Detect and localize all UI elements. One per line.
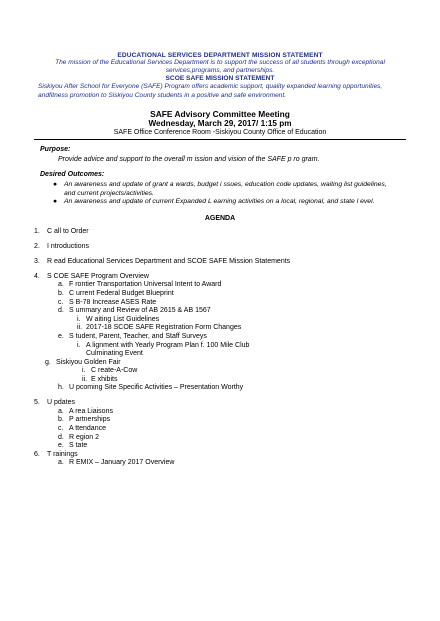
list-item bbox=[34, 273, 406, 282]
list-item bbox=[34, 324, 406, 333]
list-item bbox=[34, 425, 406, 434]
item-text: S tate bbox=[69, 442, 88, 450]
item-number: ii. bbox=[82, 375, 88, 383]
purpose-text: Provide advice and support to the overall m ission and vision of the SAFE p ro gram. bbox=[58, 156, 320, 164]
list-item bbox=[34, 451, 406, 460]
list-item bbox=[34, 228, 406, 237]
item-number: 3. bbox=[34, 257, 40, 265]
item-text: C reate-A-Cow bbox=[91, 367, 138, 375]
list-item bbox=[34, 281, 406, 290]
item-text: Culminating Event bbox=[86, 350, 143, 358]
item-text: A ttendance bbox=[69, 425, 106, 433]
item-number: a. bbox=[58, 281, 64, 289]
item-number: a. bbox=[58, 407, 64, 415]
item-number: i. bbox=[82, 367, 86, 375]
document-page bbox=[0, 52, 440, 621]
item-number: d. bbox=[58, 433, 64, 441]
item-text: F rontier Transportation Universal Intent to Award bbox=[69, 281, 222, 289]
item-text: S tudent, Parent, Teacher, and Staff Surveys bbox=[69, 332, 207, 340]
list-item bbox=[53, 198, 406, 206]
item-text: T rainings bbox=[47, 450, 78, 458]
mission-title: EDUCATIONAL SERVICES DEPARTMENT MISSION STATEMENT bbox=[117, 52, 323, 59]
item-text: Siskiyou Golden Fair bbox=[56, 358, 121, 366]
agenda-heading: AGENDA bbox=[204, 215, 236, 223]
item-number: 6. bbox=[34, 450, 40, 458]
list-item bbox=[34, 416, 406, 425]
list-item bbox=[34, 434, 406, 443]
list-item bbox=[34, 442, 406, 451]
scoe-mission-body: Siskiyou After School for Everyone (SAFE) Program offers academic support, quality expanded learning opportunities, andfitness promotion to Siskiyou County students in a positive and safe environment. bbox=[38, 83, 383, 99]
list-item bbox=[34, 376, 406, 385]
list-item bbox=[34, 384, 406, 393]
list-item bbox=[34, 316, 406, 325]
item-text: S ummary and Review of AB 2615 & AB 1567 bbox=[69, 307, 211, 315]
mission-body: The mission of the Educational Services Department is to support the success of all students through exceptional services,programs, and partnerships. bbox=[55, 59, 385, 75]
item-text: S B-78 Increase ASES Rate bbox=[69, 298, 157, 306]
item-text: C urrent Federal Budget Blueprint bbox=[69, 289, 174, 297]
meeting-title: SAFE Advisory Committee Meeting bbox=[150, 108, 290, 119]
list-item bbox=[34, 408, 406, 417]
list-item bbox=[34, 307, 406, 316]
list-item bbox=[34, 459, 406, 468]
item-number: d. bbox=[58, 307, 64, 315]
item-number: g. bbox=[45, 358, 51, 366]
bullet-icon: ● bbox=[53, 181, 58, 189]
list-item bbox=[34, 333, 406, 342]
list-item bbox=[34, 367, 406, 376]
header-divider bbox=[34, 139, 406, 140]
item-number: c. bbox=[58, 425, 64, 433]
item-number: i. bbox=[77, 341, 81, 349]
item-text: W aiting List Guidelines bbox=[86, 315, 160, 323]
scoe-mission-title: SCOE SAFE MISSION STATEMENT bbox=[165, 75, 275, 83]
item-text: U pdates bbox=[47, 399, 76, 407]
list-item bbox=[53, 181, 406, 197]
item-number: ii. bbox=[77, 324, 83, 332]
purpose-label: Purpose: bbox=[40, 146, 71, 154]
list-item bbox=[34, 258, 406, 267]
outcome-text: An awareness and update of current Expanded L earning activities on a local, regional, and state l evel. bbox=[64, 198, 375, 206]
item-number: a. bbox=[58, 459, 64, 467]
item-number: 2. bbox=[34, 243, 40, 251]
outcomes-list bbox=[34, 181, 406, 206]
item-number: 1. bbox=[34, 228, 40, 236]
item-number: 4. bbox=[34, 272, 40, 280]
item-text: R ead Educational Services Department and SCOE SAFE Mission Statements bbox=[47, 257, 291, 265]
item-text: U pcoming Site Specific Activities – Presentation Worthy bbox=[69, 384, 244, 392]
item-text: R EMIX – January 2017 Overview bbox=[69, 459, 175, 467]
list-item bbox=[34, 399, 406, 408]
item-number: h. bbox=[58, 384, 64, 392]
item-number: e. bbox=[58, 442, 64, 450]
item-text: E xhibits bbox=[91, 375, 118, 383]
list-item bbox=[34, 359, 406, 368]
meeting-location: SAFE Office Conference Room -Siskiyou County Office of Education bbox=[113, 129, 327, 137]
list-item bbox=[34, 342, 406, 351]
item-text: A rea Liaisons bbox=[69, 407, 113, 415]
item-text: 2017-18 SCOE SAFE Registration Form Changes bbox=[86, 324, 242, 332]
item-number: 5. bbox=[34, 399, 40, 407]
item-text: I ntroductions bbox=[47, 243, 90, 251]
item-number: e. bbox=[58, 332, 64, 340]
list-item bbox=[34, 350, 406, 359]
bullet-icon: ● bbox=[53, 198, 58, 206]
item-number: i. bbox=[77, 315, 81, 323]
item-number: b. bbox=[58, 416, 64, 424]
item-text: R egion 2 bbox=[69, 433, 99, 441]
item-text: C all to Order bbox=[47, 228, 89, 236]
item-number: b. bbox=[58, 289, 64, 297]
item-text: P artnerships bbox=[69, 416, 111, 424]
outcome-text: An awareness and update of grant a wards, budget i ssues, education code updates, waiting list guidelines, and current projects/activities. bbox=[64, 181, 387, 197]
agenda-list bbox=[34, 228, 406, 468]
item-number: c. bbox=[58, 298, 64, 306]
meeting-header bbox=[34, 109, 406, 138]
item-text: S COE SAFE Program Overview bbox=[47, 272, 149, 280]
list-item bbox=[34, 290, 406, 299]
outcomes-label: Desired Outcomes: bbox=[40, 171, 105, 179]
meeting-date: Wednesday, March 29, 2017/ 1:15 pm bbox=[148, 118, 292, 128]
list-item bbox=[34, 243, 406, 252]
item-text: A lignment with Yearly Program Plan f. 100 Mile Club bbox=[86, 341, 250, 349]
list-item bbox=[34, 299, 406, 308]
